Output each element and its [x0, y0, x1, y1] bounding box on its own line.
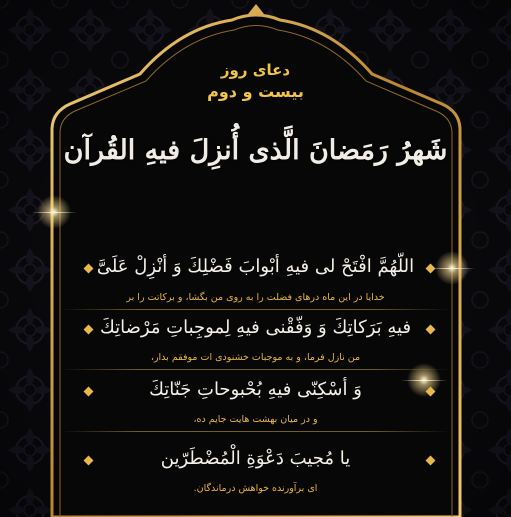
verse-translation-1: خدایا در این ماه درهای فضلت را به روی من بگشا، و برکاتت را بر [126, 292, 385, 303]
verse-divider-2 [60, 369, 450, 370]
verse-arabic-2: فیهِ بَرَكاتِكَ وَ وَفّقْنی فیهِ لِموجِباتِ مَرْضاتِكَ [99, 317, 412, 338]
verse-divider-1 [60, 309, 450, 310]
verse-translation-2: من نازل فرما، و به موجبات خشنودی ات موفقم بدار، [150, 352, 361, 363]
verse-arabic-3: وَ أسْكِنّی فیهِ بُحْبوحاتِ جَنّاتِكَ [149, 379, 362, 400]
glow-ray-left [31, 212, 77, 213]
calligraphy-verse: شَهرُ رَمَضانَ الَّذی أُنزِلَ فیهِ القُرآن [63, 135, 448, 166]
day-title: دعای روز [220, 61, 291, 79]
verse-arabic-4: یا مُجیبَ دَعْوَةِ الْمُضْطَرّین [160, 448, 351, 469]
verse-arabic-1: اللّهُمَّ افْتَحْ لی فیهِ أبْوابَ فَضْلِكَ وَ أنْزِلْ عَلَیَّ [96, 256, 415, 277]
verse-translation-3: و در میان بهشت هایت جایم ده، [193, 414, 318, 425]
verse-divider-3 [60, 431, 450, 432]
day-number: بیست و دوم [207, 82, 304, 101]
verse-translation-4: ای برآورنده خواهش درماندگان. [193, 483, 318, 494]
